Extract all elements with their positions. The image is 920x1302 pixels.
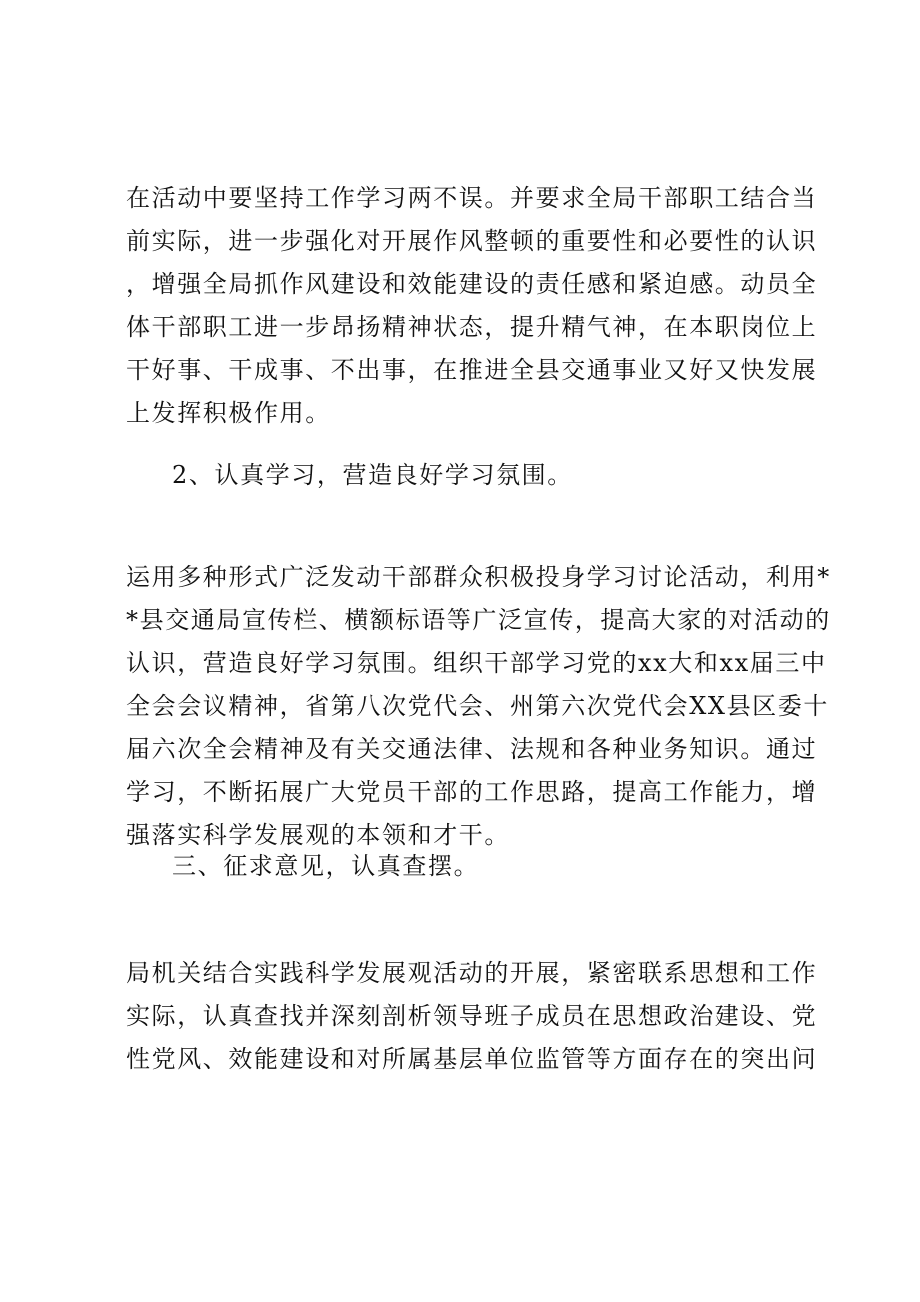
paragraph-line: 性党风、效能建设和对所属基层单位监管等方面存在的突出问 — [126, 1045, 818, 1073]
paragraph-line: *县交通局宣传栏、横额标语等广泛宣传，提高大家的对活动的 — [126, 606, 831, 634]
paragraph-line: ，增强全局抓作风建设和效能建设的责任感和紧迫感。动员全 — [126, 270, 818, 298]
paragraph-line: 前实际，进一步强化对开展作风整顿的重要性和必要性的认识 — [126, 227, 818, 255]
paragraph-line: 认识，营造良好学习氛围。组织干部学习党的xx大和xx届三中 — [126, 649, 827, 677]
section-heading: 2、认真学习，营造良好学习氛围。 — [172, 461, 573, 489]
paragraph-line: 实际，认真查找并深刻剖析领导班子成员在思想政治建设、党 — [126, 1002, 818, 1030]
paragraph-line: 届六次全会精神及有关交通法律、法规和各种业务知识。通过 — [126, 735, 818, 763]
paragraph-line: 在活动中要坚持工作学习两不误。并要求全局干部职工结合当 — [126, 184, 818, 212]
paragraph-line: 上发挥积极作用。 — [126, 399, 331, 427]
paragraph-line: 强落实科学发展观的本领和才干。 — [126, 821, 510, 849]
section-heading: 三、征求意见，认真查摆。 — [172, 852, 480, 880]
paragraph-line: 运用多种形式广泛发动干部群众积极投身学习讨论活动，利用* — [126, 563, 831, 591]
paragraph-line: 学习，不断拓展广大党员干部的工作思路，提高工作能力，增 — [126, 778, 818, 806]
paragraph-line: 干好事、干成事、不出事，在推进全县交通事业又好又快发展 — [126, 356, 818, 384]
paragraph-line: 全会会议精神，省第八次党代会、州第六次党代会XX县区委十 — [126, 692, 829, 720]
paragraph-line: 体干部职工进一步昂扬精神状态，提升精气神，在本职岗位上 — [126, 313, 818, 341]
paragraph-line: 局机关结合实践科学发展观活动的开展，紧密联系思想和工作 — [126, 959, 818, 987]
